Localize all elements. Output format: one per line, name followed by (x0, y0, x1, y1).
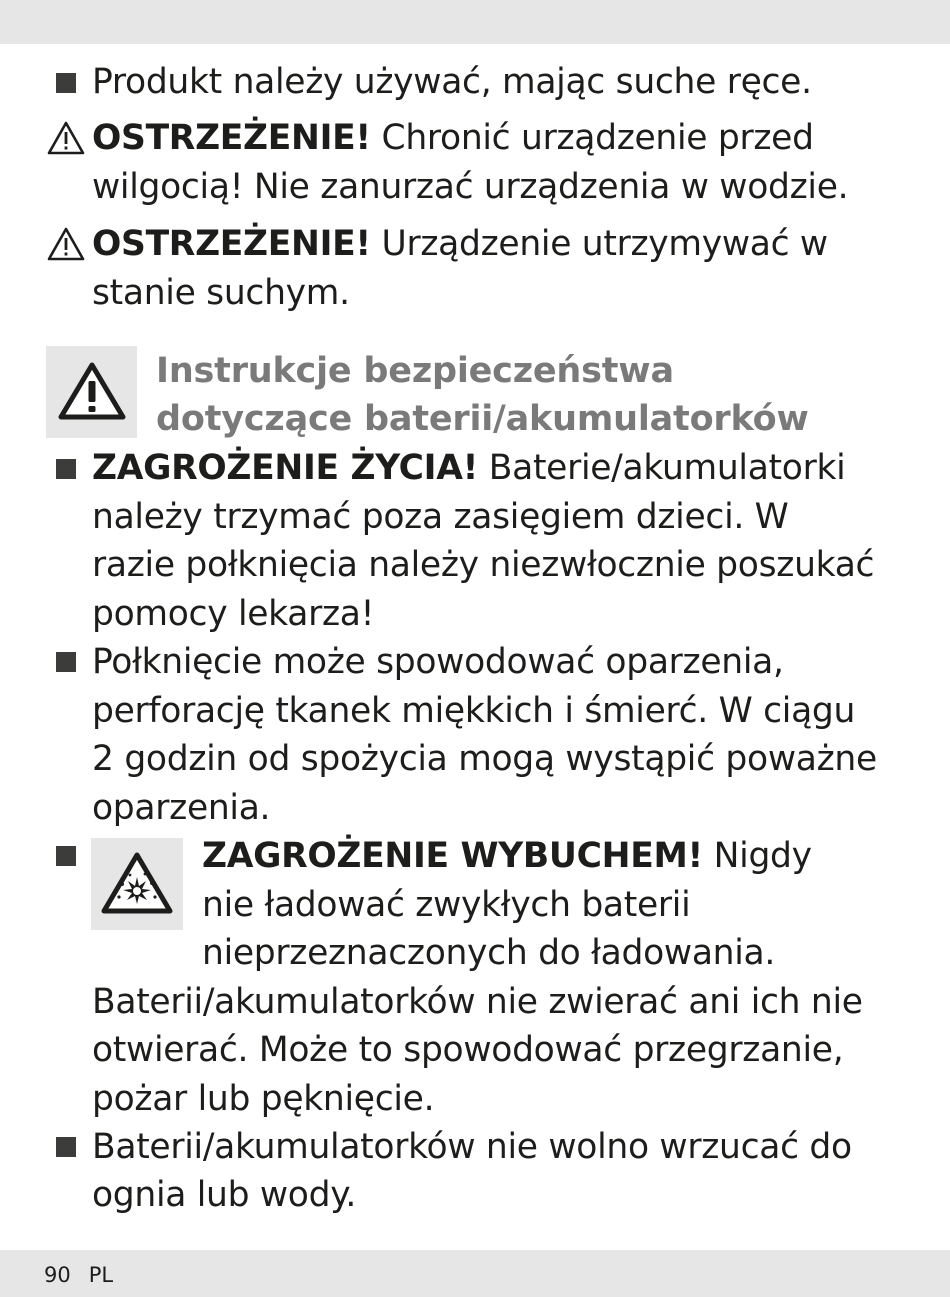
instruction-dry-hands: Produkt należy używać, mając suche ręce. (92, 62, 812, 102)
danger-life-line3: razie połknięcia należy niezwłocznie poszukać (92, 545, 875, 585)
danger-life (92, 444, 845, 492)
bullet-square-icon (56, 846, 76, 866)
explosion-warning-icon (100, 850, 174, 916)
explosion-danger (202, 832, 812, 880)
language-code: PL (88, 1263, 114, 1287)
warning-moisture-line2: wilgocią! Nie zanurzać urządzenia w wodzie. (92, 167, 849, 207)
explosion-danger-line3: nieprzeznaczonych do ładowania. (202, 933, 776, 973)
warning-triangle-icon (46, 120, 86, 156)
bullet-square-icon (56, 1137, 76, 1157)
danger-text: Baterie/akumulatorki (478, 448, 846, 488)
explosion-danger-line2: nie ładować zwykłych baterii (202, 885, 691, 925)
fire-water-warning-line2: ognia lub wody. (92, 1175, 357, 1215)
section-warning-box (46, 346, 137, 438)
bottom-band (0, 1250, 950, 1297)
section-title-line1: Instrukcje bezpieczeństwa (156, 351, 674, 391)
explosion-warning-box (91, 838, 183, 930)
warning-text: Urządzenie utrzymywać w (370, 224, 828, 264)
section-title-line2: dotyczące baterii/akumulatorków (156, 399, 809, 439)
danger-life-line4: pomocy lekarza! (92, 594, 375, 634)
explosion-danger-line6: pożar lub pęknięcie. (92, 1079, 435, 1119)
danger-label: ZAGROŻENIE WYBUCHEM! (202, 836, 703, 876)
swallow-risk-line3: 2 godzin od spożycia mogą wystąpić poważne (92, 739, 877, 779)
warning-triangle-icon (46, 226, 86, 262)
top-band (0, 0, 950, 44)
swallow-risk-line2: perforację tkanek miękkich i śmierć. W ciągu (92, 691, 856, 731)
swallow-risk-line4: oparzenia. (92, 788, 271, 828)
page-number: 90 (44, 1263, 71, 1287)
warning-keep-dry (92, 220, 828, 268)
fire-water-warning: Baterii/akumulatorków nie wolno wrzucać do (92, 1127, 852, 1167)
danger-label: ZAGROŻENIE ŻYCIA! (92, 448, 479, 488)
page-footer (44, 1262, 113, 1288)
explosion-danger-line4: Baterii/akumulatorków nie zwierać ani ich nie (92, 982, 863, 1022)
warning-keep-dry-line2: stanie suchym. (92, 273, 350, 313)
warning-moisture (92, 114, 814, 162)
warning-text: Chronić urządzenie przed (370, 118, 814, 158)
explosion-danger-line5: otwierać. Może to spowodować przegrzanie, (92, 1030, 844, 1070)
danger-text: Nigdy (702, 836, 812, 876)
bullet-square-icon (56, 73, 76, 93)
warning-triangle-icon (57, 360, 127, 422)
warning-label: OSTRZEŻENIE! (92, 118, 371, 158)
swallow-risk: Połknięcie może spowodować oparzenia, (92, 642, 784, 682)
danger-life-line2: należy trzymać poza zasięgiem dzieci. W (92, 497, 789, 537)
bullet-square-icon (56, 459, 76, 479)
warning-label: OSTRZEŻENIE! (92, 224, 371, 264)
bullet-square-icon (56, 652, 76, 672)
